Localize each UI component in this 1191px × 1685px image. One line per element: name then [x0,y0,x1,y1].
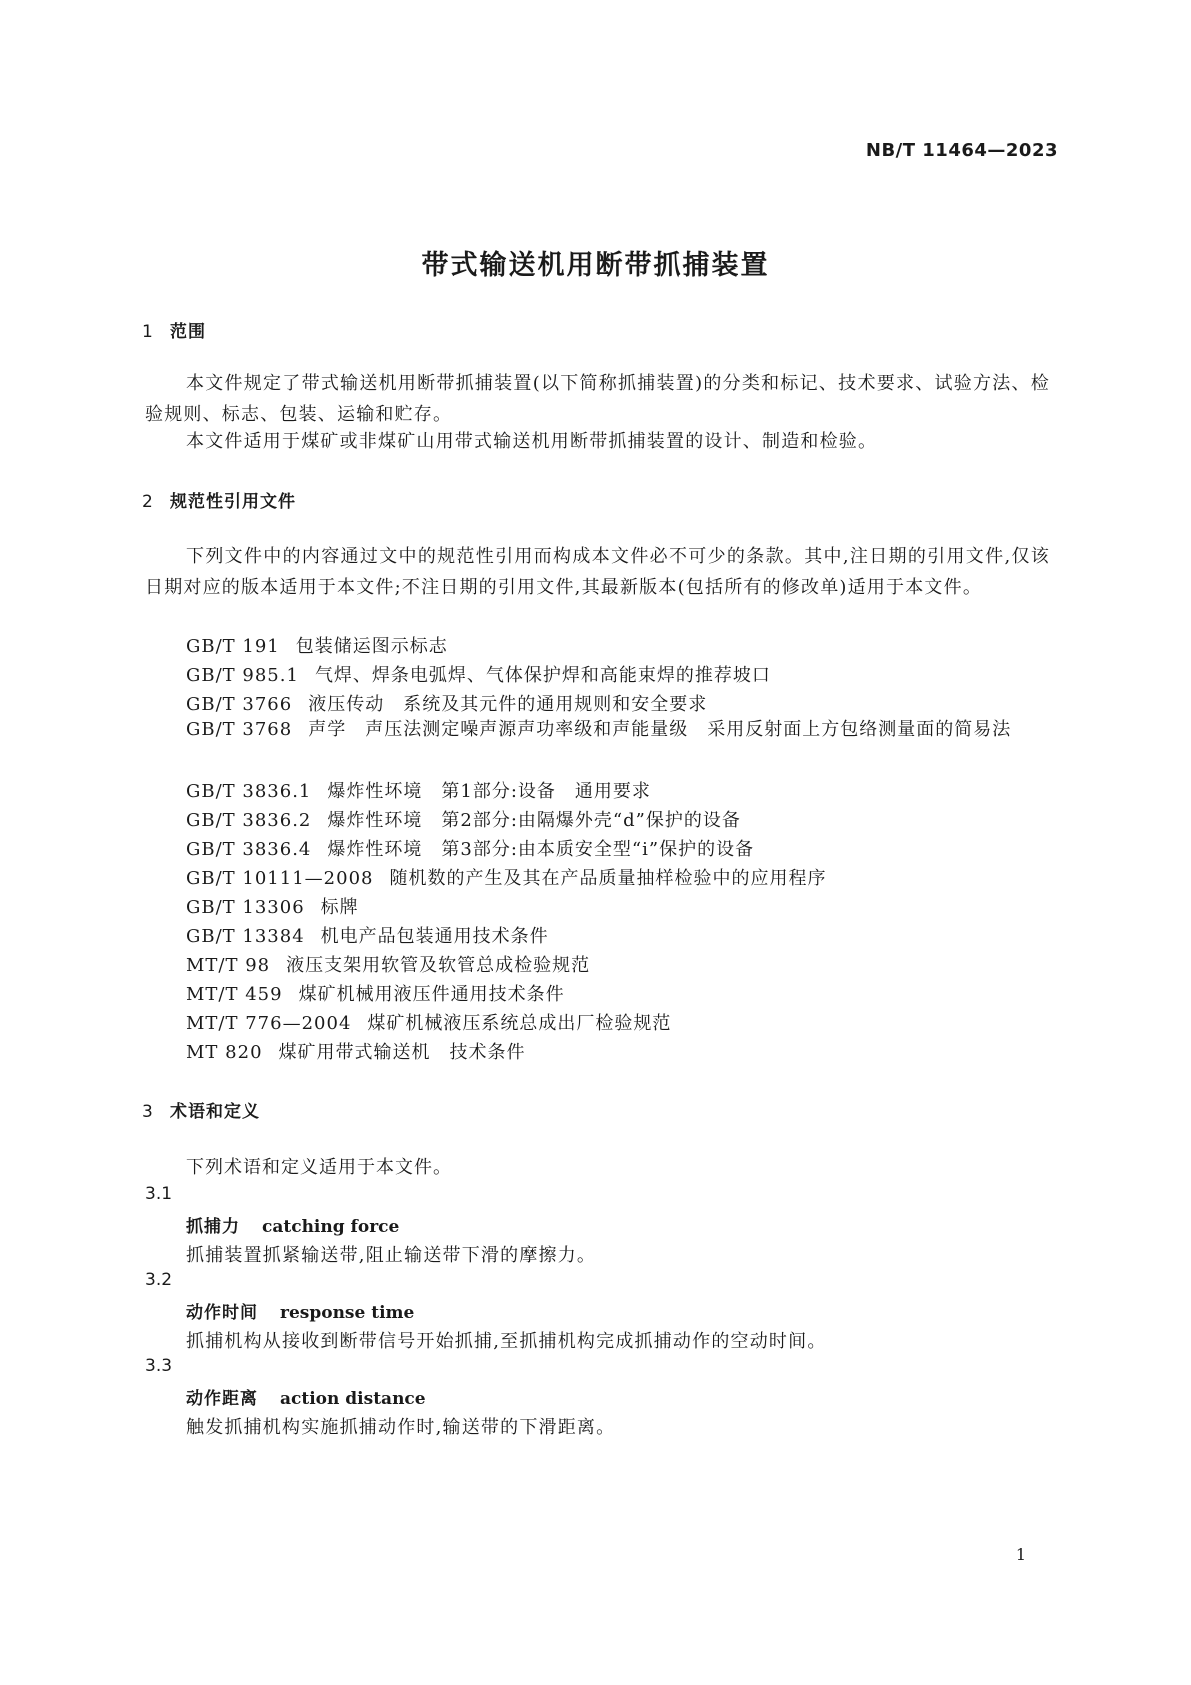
reference-item [186,1009,671,1035]
reference-item [186,922,549,948]
reference-title: 爆炸性环境 第2部分:由隔爆外壳“d”保护的设备 [327,810,741,831]
terms-intro: 下列术语和定义适用于本文件。 [186,1157,452,1178]
term-definition: 抓捕装置抓紧输送带,阻止输送带下滑的摩擦力。 [186,1245,597,1266]
reference-title: 标牌 [320,897,359,918]
reference-code: GB/T 3766 [186,694,293,715]
term-en: catching force [262,1217,400,1237]
reference-title: 随机数的产生及其在产品质量抽样检验中的应用程序 [389,868,827,889]
reference-title: 煤矿机械用液压件通用技术条件 [298,984,565,1005]
term-number: 3.1 [145,1184,173,1204]
section-title: 术语和定义 [170,1102,260,1122]
reference-code: GB/T 10111—2008 [186,868,374,889]
term-definition: 触发抓捕机构实施抓捕动作时,输送带的下滑距离。 [186,1417,616,1438]
reference-item [186,690,707,716]
section-title: 规范性引用文件 [170,492,296,512]
term-zh: 抓捕力 [186,1217,240,1237]
reference-item [186,980,565,1006]
reference-code: GB/T 3836.4 [186,839,312,860]
section-heading-terms [142,1097,260,1122]
reference-code: GB/T 3836.1 [186,781,312,802]
term-en: action distance [280,1389,426,1409]
reference-code: MT/T 459 [186,984,283,1005]
reference-code: GB/T 3836.2 [186,810,312,831]
section-heading-references [142,487,296,512]
references-intro: 下列文件中的内容通过文中的规范性引用而构成本文件必不可少的条款。其中,注日期的引用文件,仅该日期对应的版本适用于本文件;不注日期的引用文件,其最新版本(包括所有的修改单)适用于本文件。 [145,546,1050,598]
term-entry [186,1298,414,1323]
scope-paragraph-2: 本文件适用于煤矿或非煤矿山用带式输送机用断带抓捕装置的设计、制造和检验。 [186,431,878,452]
section-number: 2 [142,492,154,512]
section-title: 范围 [170,322,206,342]
term-zh: 动作时间 [186,1303,258,1323]
reference-item [186,632,448,658]
reference-item [186,893,359,919]
reference-code: GB/T 13384 [186,926,305,947]
reference-code: MT/T 776—2004 [186,1013,352,1034]
term-entry [186,1384,426,1409]
reference-title: 机电产品包装通用技术条件 [320,926,549,947]
term-entry [186,1212,399,1237]
term-zh: 动作距离 [186,1389,258,1409]
reference-code: MT/T 98 [186,955,271,976]
reference-title: 气焊、焊条电弧焊、气体保护焊和高能束焊的推荐坡口 [314,665,771,686]
reference-code: MT 820 [186,1042,263,1063]
reference-code: GB/T 985.1 [186,665,299,686]
reference-title: 液压支架用软管及软管总成检验规范 [286,955,591,976]
reference-item [186,777,651,803]
reference-item [186,835,754,861]
term-en: response time [280,1303,415,1323]
page-number: 1 [1015,1545,1026,1564]
document-title: 带式输送机用断带抓捕装置 [421,250,770,281]
standard-code: NB/T 11464—2023 [865,140,1058,161]
reference-item [186,951,590,977]
reference-title: 煤矿用带式输送机 技术条件 [278,1042,526,1063]
reference-title: 声学 声压法测定噪声源声功率级和声能量级 采用反射面上方包络测量面的简易法 [308,719,1012,740]
term-definition: 抓捕机构从接收到断带信号开始抓捕,至抓捕机构完成抓捕动作的空动时间。 [186,1331,827,1352]
reference-item [186,661,771,687]
section-number: 3 [142,1102,154,1122]
reference-item [186,1038,526,1064]
section-number: 1 [142,322,154,342]
reference-item [186,806,741,832]
section-heading-scope [142,317,206,342]
reference-title: 爆炸性环境 第3部分:由本质安全型“i”保护的设备 [327,839,755,860]
reference-code: GB/T 13306 [186,897,305,918]
reference-item [145,714,1050,745]
reference-title: 包装储运图示标志 [295,636,448,657]
reference-item [186,864,826,890]
reference-title: 液压传动 系统及其元件的通用规则和安全要求 [308,694,708,715]
reference-title: 煤矿机械液压系统总成出厂检验规范 [367,1013,672,1034]
reference-code: GB/T 3768 [186,719,293,740]
term-number: 3.3 [145,1356,173,1376]
scope-paragraph-1: 本文件规定了带式输送机用断带抓捕装置(以下简称抓捕装置)的分类和标记、技术要求、试验方法、检验规则、标志、包装、运输和贮存。 [145,373,1050,425]
term-number: 3.2 [145,1270,173,1290]
reference-code: GB/T 191 [186,636,280,657]
reference-title: 爆炸性坏境 第1部分:设备 通用要求 [327,781,651,802]
